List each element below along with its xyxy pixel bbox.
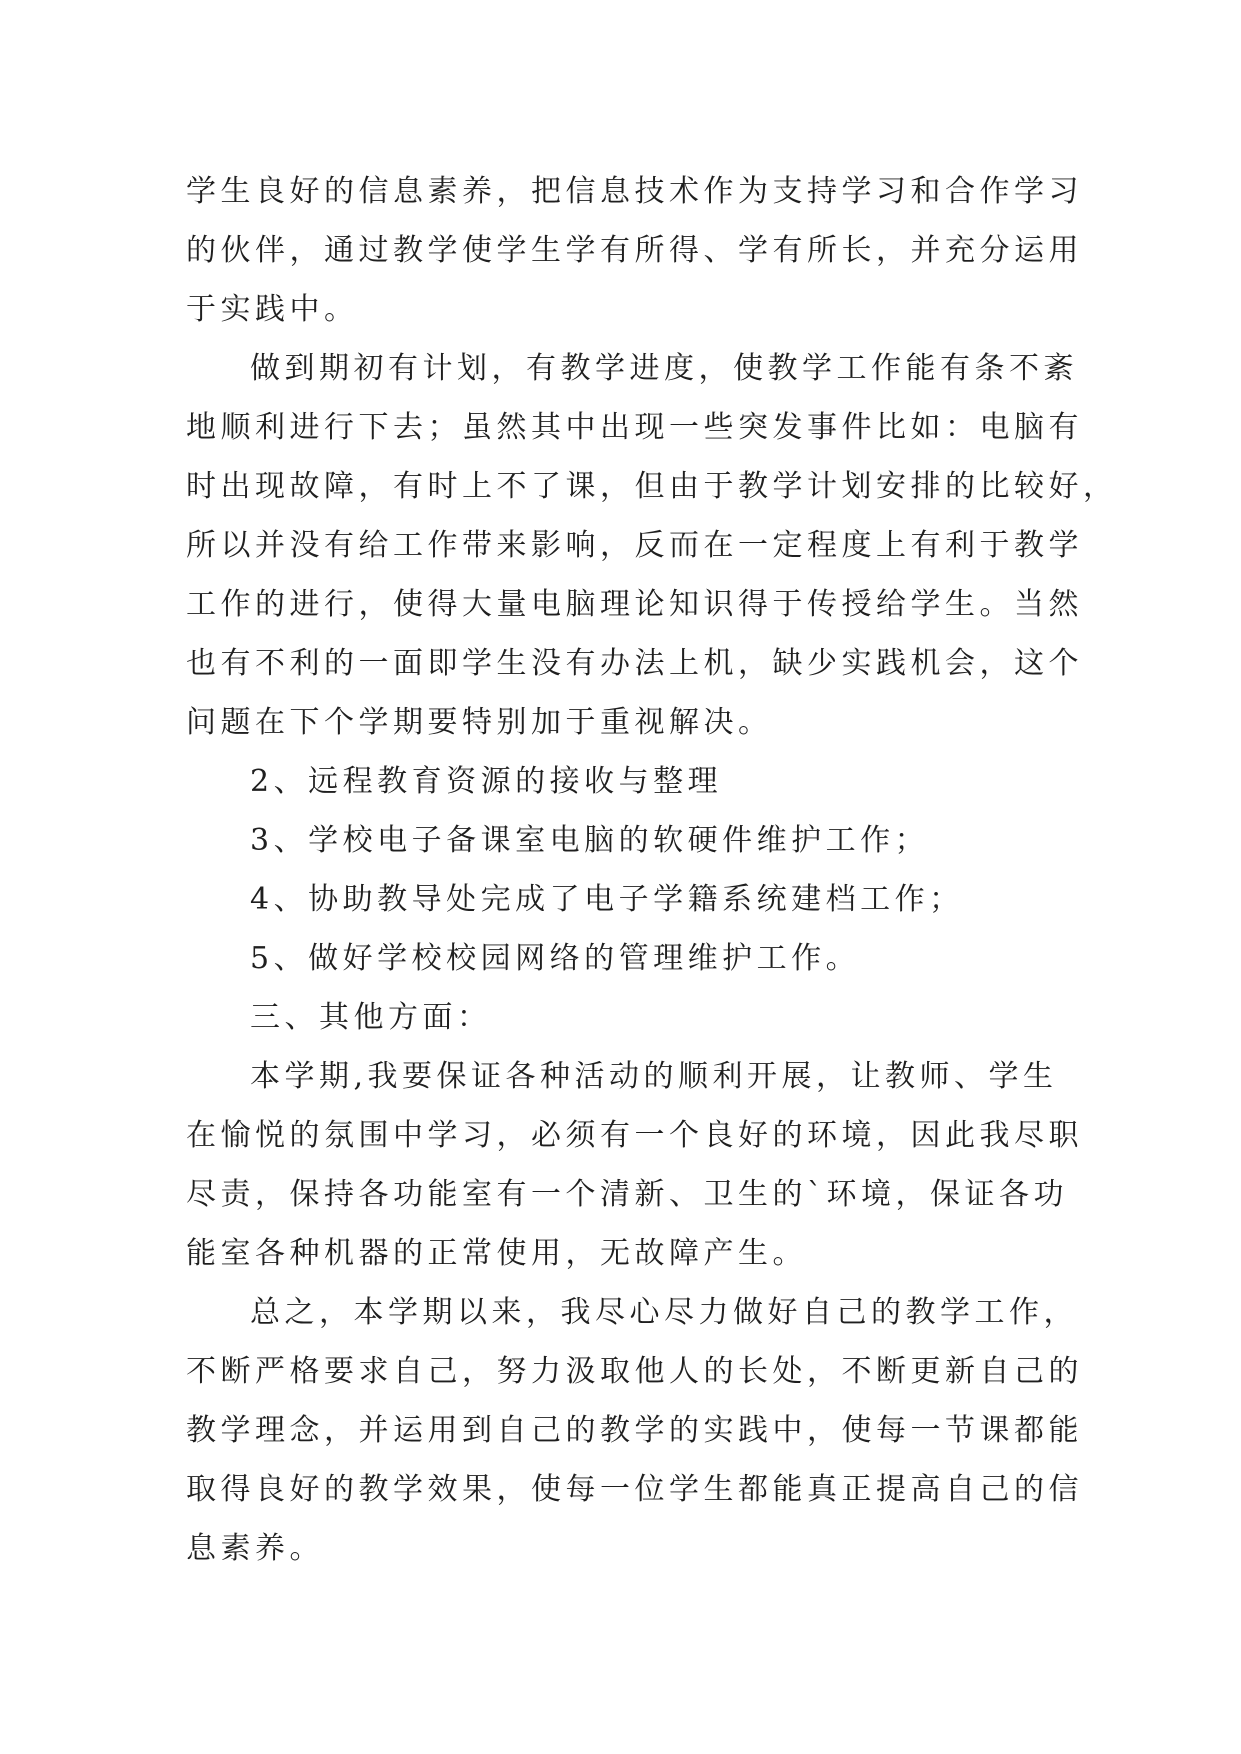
document-body [186, 162, 1118, 1578]
section-heading-other: 三、其他方面： [250, 1000, 492, 1035]
text-line-16: 本学期,我要保证各种活动的顺利开展，让教师、学生 [250, 1059, 1058, 1094]
list-item-2: 2、远程教育资源的接收与整理 [250, 764, 723, 799]
list-item-4: 4、协助教导处完成了电子学籍系统建档工作； [250, 882, 964, 917]
text-line-8: 工作的进行，使得大量电脑理论知识得于传授给学生。当然 [186, 587, 1083, 622]
text-line-2: 的伙伴，通过教学使学生学有所得、学有所长，并充分运用 [186, 233, 1083, 268]
text-line-5: 地顺利进行下去；虽然其中出现一些突发事件比如：电脑有 [186, 410, 1083, 445]
text-line-10: 问题在下个学期要特别加于重视解决。 [186, 705, 773, 740]
text-line-19: 能室各种机器的正常使用，无故障产生。 [186, 1236, 807, 1271]
list-item-3: 3、学校电子备课室电脑的软硬件维护工作； [250, 823, 930, 858]
text-line-18: 尽责，保持各功能室有一个清新、卫生的`环境，保证各功 [186, 1177, 1068, 1212]
text-line-17: 在愉悦的氛围中学习，必须有一个良好的环境，因此我尽职 [186, 1118, 1083, 1153]
text-line-21: 不断严格要求自己，努力汲取他人的长处，不断更新自己的 [186, 1354, 1083, 1389]
text-line-4: 做到期初有计划，有教学进度，使教学工作能有条不紊 [250, 351, 1078, 386]
text-line-1: 学生良好的信息素养，把信息技术作为支持学习和合作学习 [186, 174, 1083, 209]
text-line-7: 所以并没有给工作带来影响，反而在一定程度上有利于教学 [186, 528, 1083, 563]
text-line-3: 于实践中。 [186, 292, 359, 327]
text-line-22: 教学理念，并运用到自己的教学的实践中，使每一节课都能 [186, 1413, 1083, 1448]
text-line-6: 时出现故障，有时上不了课，但由于教学计划安排的比较好， [186, 469, 1118, 504]
text-line-9: 也有不利的一面即学生没有办法上机，缺少实践机会，这个 [186, 646, 1083, 681]
text-line-20: 总之，本学期以来，我尽心尽力做好自己的教学工作， [250, 1295, 1078, 1330]
text-line-23: 取得良好的教学效果，使每一位学生都能真正提高自己的信 [186, 1472, 1083, 1507]
text-line-24: 息素养。 [186, 1531, 324, 1566]
list-item-5: 5、做好学校校园网络的管理维护工作。 [250, 941, 861, 976]
